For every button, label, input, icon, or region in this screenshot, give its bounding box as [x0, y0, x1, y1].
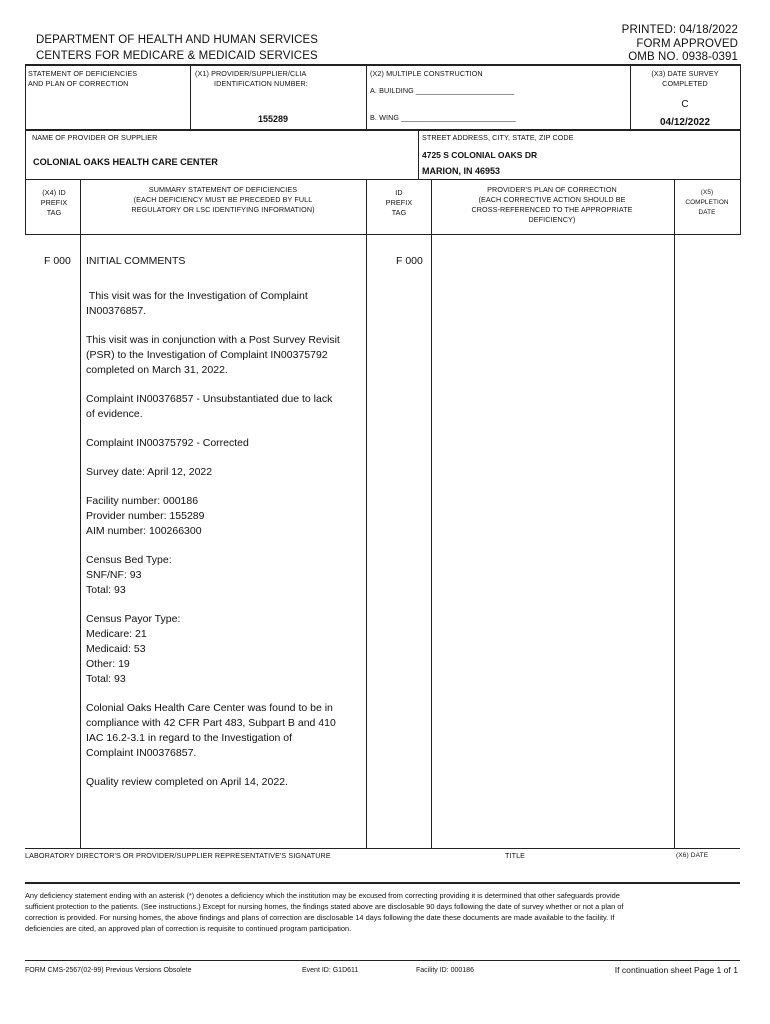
col-divider-4	[674, 179, 675, 849]
rule-columns	[25, 179, 740, 180]
date-label: (X6) DATE	[676, 852, 709, 859]
paragraph-psr: This visit was in conjunction with a Post Survey Revisit (PSR) to the Investigation of Complaint IN00375792 completed on March 31, 2022.	[86, 334, 340, 376]
summary-statement	[86, 289, 341, 804]
city-state-zip: MARION, IN 46953	[422, 166, 501, 176]
statement-label: STATEMENT OF DEFICIENCIES AND PLAN OF CORRECTION	[28, 69, 138, 88]
col-divider-2	[366, 179, 367, 849]
col-divider-1	[80, 179, 81, 849]
top-rule	[25, 64, 740, 66]
page-indicator: If continuation sheet Page 1 of 1	[614, 965, 738, 975]
agency-title: CENTERS FOR MEDICARE & MEDICAID SERVICES	[36, 50, 318, 62]
x1-label: (X1) PROVIDER/SUPPLIER/CLIA IDENTIFICATION NUMBER:	[195, 69, 308, 88]
paragraph-compliance: Colonial Oaks Health Care Center was found to be in compliance with 42 CFR Part 483, Subpart B and 410 IAC 16.2-3.1 in regard to the Investigation of Complaint IN00376857.	[86, 702, 336, 759]
footer-rule	[25, 960, 740, 961]
right-border	[740, 64, 741, 235]
provider-name-label: NAME OF PROVIDER OR SUPPLIER	[32, 133, 158, 142]
rule-provider	[25, 129, 740, 131]
provider-name: COLONIAL OAKS HEALTH CARE CENTER	[33, 157, 218, 167]
wing-field: B. WING ____________________________	[370, 113, 516, 122]
paragraph-payor-type: Census Payor Type: Medicare: 21 Medicaid: 53 Other: 19 Total: 93	[86, 613, 181, 685]
divider-x2	[366, 64, 367, 130]
paragraph-survey-date: Survey date: April 12, 2022	[86, 466, 213, 478]
x3-label: (X3) DATE SURVEY COMPLETED	[651, 69, 719, 88]
survey-code: C	[681, 99, 689, 110]
summary-header: SUMMARY STATEMENT OF DEFICIENCIES (EACH DEFICIENCY MUST BE PRECEDED BY FULL REGULATORY OR LSC IDENTIFYING INFORMATION)	[131, 185, 315, 214]
facility-id: Facility ID: 000186	[416, 967, 474, 974]
left-border	[25, 64, 26, 235]
omb-number: OMB NO. 0938-0391	[628, 51, 738, 63]
divider-address	[418, 130, 419, 179]
paragraph-quality-review: Quality review completed on April 14, 2022.	[86, 776, 288, 788]
address-label: STREET ADDRESS, CITY, STATE, ZIP CODE	[422, 133, 574, 142]
title-label: TITLE	[505, 851, 526, 860]
divider-x1	[190, 64, 191, 130]
rule-body	[25, 234, 740, 235]
provider-number: 155289	[258, 114, 289, 124]
paragraph-complaint-2: Complaint IN00375792 - Corrected	[86, 437, 249, 449]
id-header: ID PREFIX TAG	[385, 188, 413, 217]
x4-header: (X4) ID PREFIX TAG	[40, 188, 68, 217]
col-divider-3	[431, 179, 432, 849]
form-approved: FORM APPROVED	[636, 38, 738, 50]
signature-rule	[25, 848, 740, 849]
department-title: DEPARTMENT OF HEALTH AND HUMAN SERVICES	[36, 34, 319, 46]
survey-date: 04/12/2022	[659, 117, 711, 128]
correction-tag: F 000	[396, 255, 423, 267]
street-address: 4725 S COLONIAL OAKS DR	[422, 150, 538, 160]
signature-bottom-rule	[25, 882, 740, 884]
paragraph-complaint-1: Complaint IN00376857 - Unsubstantiated due to lack of evidence.	[86, 393, 333, 420]
printed-date: PRINTED: 04/18/2022	[621, 24, 738, 36]
divider-x3	[630, 64, 631, 130]
paragraph-visit: This visit was for the Investigation of Complaint IN00376857.	[86, 290, 311, 317]
building-field: A. BUILDING ________________________	[370, 86, 515, 95]
plan-header: PROVIDER'S PLAN OF CORRECTION (EACH CORRECTIVE ACTION SHOULD BE CROSS-REFERENCED TO THE APPROPRIATE DEFICIENCY)	[471, 185, 633, 224]
x5-header: (X5) COMPLETION DATE	[685, 189, 729, 216]
form-number: FORM CMS-2567(02-99) Previous Versions Obsolete	[25, 967, 192, 974]
disclaimer: Any deficiency statement ending with an asterisk (*) denotes a deficiency which the institution may be excused from correcting providing it is determined that other safeguards provide sufficient protection to the patients. (See instructions.) Except for nursing homes, the findings stated above are disclosable 90 days following the date of survey whether or not a plan of correction is provided. For nursing homes, the above findings and plans of correction are disclosable 14 days following the date these documents are made available to the facility. If deficiencies are cited, an approved plan of correction is requisite to continued program participation.	[25, 891, 624, 933]
x2-label: (X2) MULTIPLE CONSTRUCTION	[370, 69, 483, 78]
deficiency-tag: F 000	[44, 255, 71, 267]
event-id: Event ID: G1D611	[302, 967, 359, 974]
signature-label: LABORATORY DIRECTOR'S OR PROVIDER/SUPPLIER REPRESENTATIVE'S SIGNATURE	[25, 851, 331, 860]
entry-title: INITIAL COMMENTS	[86, 255, 186, 267]
paragraph-bed-type: Census Bed Type: SNF/NF: 93 Total: 93	[86, 554, 172, 596]
paragraph-numbers: Facility number: 000186 Provider number: 155289 AIM number: 100266300	[86, 495, 205, 537]
